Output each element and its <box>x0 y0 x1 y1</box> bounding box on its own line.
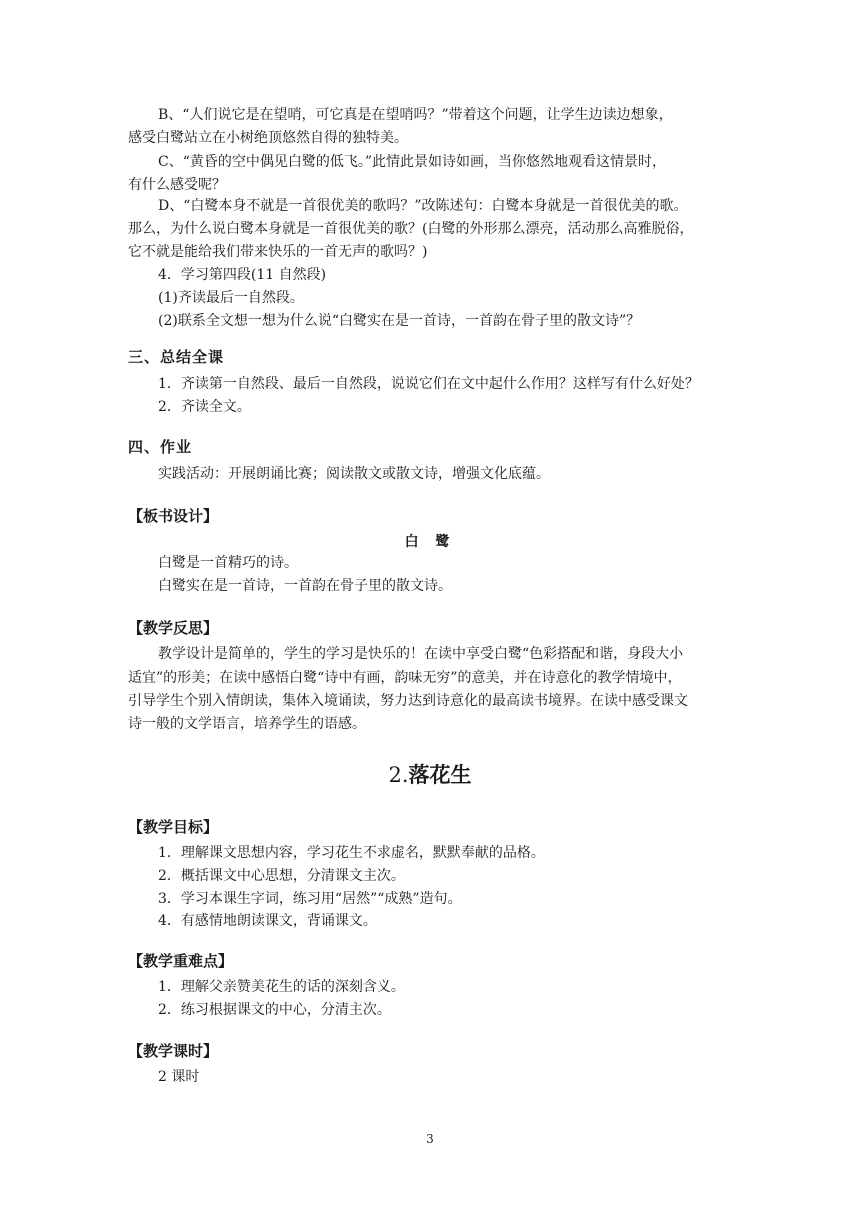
section-3-item-2: 2．齐读全文。 <box>158 399 251 415</box>
paragraph-b-line2: 感受白鹭站立在小树绝顶悠然自得的独特美。 <box>128 130 408 146</box>
paragraph-c-line1: C、“黄昏的空中偶见白鹭的低飞。”此情此景如诗如画，当你悠然地观看这情景时， <box>158 154 667 170</box>
section-4-heading: 四、作业 <box>128 438 193 456</box>
step-4-heading: 4．学习第四段(11 自然段) <box>158 267 327 283</box>
step-4-item-2: (2)联系全文想一想为什么说“白鹭实在是一首诗，一首韵在骨子里的散文诗”？ <box>158 313 641 329</box>
board-line-2: 白鹭实在是一首诗，一首韵在骨子里的散文诗。 <box>158 578 452 594</box>
hours-text: 2 课时 <box>158 1069 200 1085</box>
paragraph-d-line3: 它不就是能给我们带来快乐的一首无声的歌吗？) <box>128 244 428 260</box>
step-4-item-1: (1)齐读最后一自然段。 <box>158 290 304 306</box>
difficulty-heading: 【教学重难点】 <box>128 952 234 970</box>
paragraph-b-line1: B、“人们说它是在望哨，可它真是在望哨吗？”带着这个问题，让学生边读边想象， <box>158 107 673 123</box>
difficulty-item-2: 2．练习根据课文的中心，分清主次。 <box>158 1002 391 1018</box>
paragraph-d-line1: D、“白鹭本身不就是一首很优美的歌吗？”改陈述句：白鹭本身就是一首很优美的歌。 <box>158 198 688 214</box>
goals-heading: 【教学目标】 <box>128 818 219 836</box>
board-title: 白 鹭 <box>404 534 456 550</box>
board-design-heading: 【板书设计】 <box>128 507 219 525</box>
goal-item-2: 2．概括课文中心思想，分清课文主次。 <box>158 868 405 884</box>
section-3-heading: 三、总结全课 <box>128 348 225 366</box>
lesson-number: 2. <box>388 763 409 787</box>
page-number: 3 <box>426 1132 434 1146</box>
goal-item-1: 1．理解课文思想内容，学习花生不求虚名，默默奉献的品格。 <box>158 845 545 861</box>
goal-item-3: 3．学习本课生字词，练习用“居然”“成熟”造句。 <box>158 891 462 907</box>
section-3-item-1: 1．齐读第一自然段、最后一自然段，说说它们在文中起什么作用？这样写有什么好处？ <box>158 376 699 392</box>
board-line-1: 白鹭是一首精巧的诗。 <box>158 555 298 571</box>
reflection-line-4: 诗一般的文学语言，培养学生的语感。 <box>128 716 366 732</box>
reflection-heading: 【教学反思】 <box>128 619 219 637</box>
paragraph-d-line2: 那么，为什么说白鹭本身就是一首很优美的歌？(白鹭的外形那么漂亮，活动那么高雅脱俗， <box>128 221 694 237</box>
reflection-line-1: 教学设计是简单的，学生的学习是快乐的！在读中享受白鹭“色彩搭配和谐，身段大小 <box>158 646 684 662</box>
hours-heading: 【教学课时】 <box>128 1042 219 1060</box>
lesson-title <box>0 760 860 790</box>
section-4-text: 实践活动：开展朗诵比赛；阅读散文或散文诗，增强文化底蕴。 <box>158 466 550 482</box>
reflection-line-2: 适宜”的形美；在读中感悟白鹭“诗中有画，韵味无穷”的意美，并在诗意化的教学情境中， <box>128 670 682 686</box>
goal-item-4: 4．有感情地朗读课文，背诵课文。 <box>158 913 377 929</box>
lesson-name: 落花生 <box>408 763 472 787</box>
difficulty-item-1: 1．理解父亲赞美花生的话的深刻含义。 <box>158 979 405 995</box>
reflection-line-3: 引导学生个别入情朗读，集体入境诵读，努力达到诗意化的最高读书境界。在读中感受课文 <box>128 693 688 709</box>
paragraph-c-line2: 有什么感受呢？ <box>128 177 226 193</box>
